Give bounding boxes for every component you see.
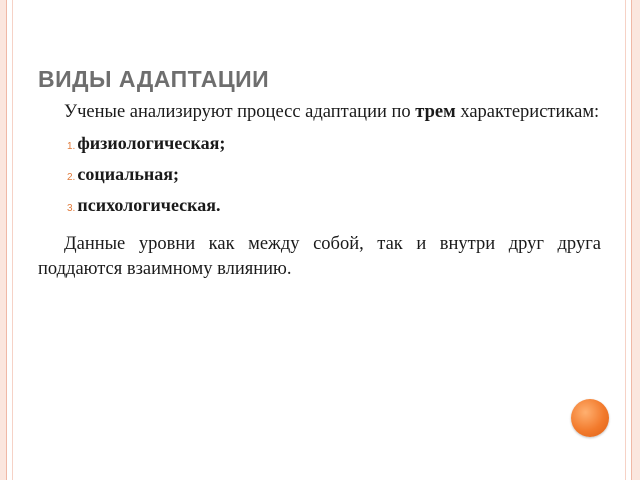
right-border-stripe [632, 0, 640, 480]
list-item-text: психологическая. [77, 195, 221, 215]
slide-title: ВИДЫ АДАПТАЦИИ [38, 66, 270, 92]
list-number: 3. [67, 203, 76, 214]
intro-paragraph [38, 100, 601, 125]
list-item [67, 193, 601, 224]
orange-circle-icon [571, 399, 609, 437]
list-number: 2. [67, 172, 76, 183]
list-item-text: физиологическая; [77, 133, 226, 153]
intro-bold-word: трем [415, 102, 456, 122]
list-number: 1. [67, 141, 76, 152]
intro-text-start: Ученые анализируют процесс адаптации по [64, 102, 416, 122]
characteristics-list [38, 131, 601, 224]
list-item-text: социальная; [77, 164, 179, 184]
list-item [67, 131, 601, 162]
slide-content [38, 100, 601, 282]
list-item [67, 162, 601, 193]
intro-text-end: характеристикам: [455, 102, 600, 122]
conclusion-paragraph: Данные уровни как между собой, так и внутри друг друга поддаются взаимному влиянию. [38, 234, 601, 279]
